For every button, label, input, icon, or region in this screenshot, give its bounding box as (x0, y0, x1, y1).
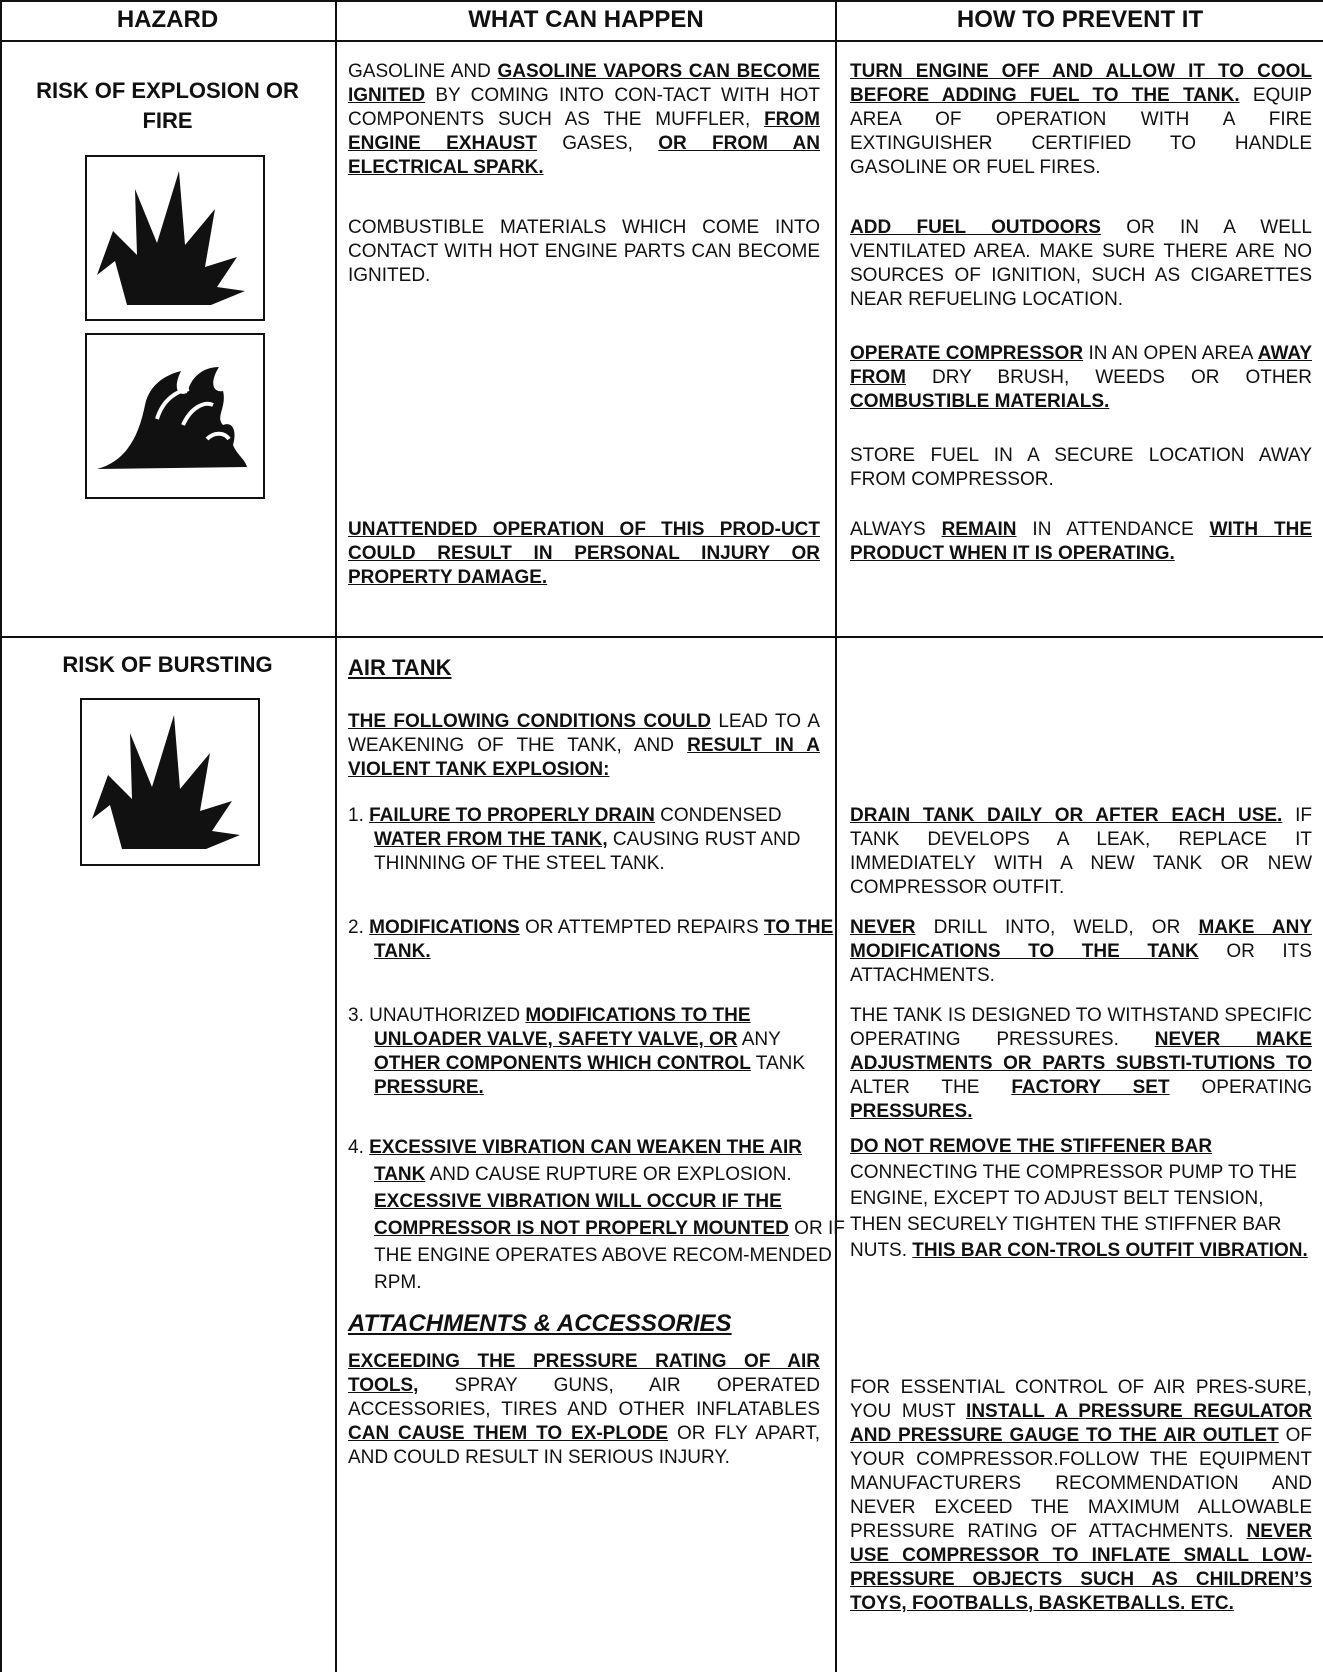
body-text: IF TANK DEVELOPS A LEAK, REPLACE IT IMMEDIATELY WITH A NEW TANK OR NEW COMPRESSOR OUTFIT. (850, 805, 1312, 898)
explosion-icon (85, 155, 265, 321)
emphasis-text: CAN CAUSE THEM TO EX-PLODE (348, 1423, 669, 1444)
emphasis-text: NEVER MAKE ADJUSTMENTS OR PARTS SUBSTI-TUTIONS TO (850, 1029, 1312, 1074)
emphasis-text: DO NOT REMOVE THE STIFFENER BAR (850, 1136, 1213, 1157)
row2-what-attachments (348, 1350, 820, 1470)
header-how-to-prevent: HOW TO PREVENT IT (956, 6, 1204, 33)
body-text: SPRAY GUNS, AIR OPERATED ACCESSORIES, TIRES AND OTHER INFLATABLES (348, 1375, 820, 1420)
body-text: EQUIP AREA OF OPERATION WITH A FIRE EXTINGUISHER CERTIFIED TO HANDLE GASOLINE OR FUEL FIRES. (850, 85, 1313, 178)
row-divider (0, 636, 1323, 638)
hazard-title-explosion-fire: RISK OF EXPLOSION OR FIRE (36, 78, 299, 133)
emphasis-text: MAKE ANY MODIFICATIONS TO THE TANK (850, 917, 1312, 962)
row1-what-1 (348, 60, 820, 180)
body-text: STORE FUEL IN A SECURE LOCATION AWAY FROM COMPRESSOR. (850, 445, 1312, 490)
emphasis-text: EXCESSIVE VIBRATION CAN WEAKEN THE AIR TANK (369, 1137, 802, 1185)
body-text: OR IN A WELL VENTILATED AREA. MAKE SURE THERE ARE NO SOURCES OF IGNITION, SUCH AS CIGARETTES NEAR REFUELING LOCATION. (850, 217, 1313, 310)
header-what-can-happen: WHAT CAN HAPPEN (468, 6, 704, 33)
emphasis-text: NEVER (850, 917, 916, 938)
body-text: 2. (348, 917, 370, 938)
row2-prevent-3 (850, 1004, 1312, 1124)
explosion-icon (80, 698, 260, 866)
row2-item-4 (348, 1134, 846, 1296)
row1-prevent-4 (850, 444, 1312, 492)
body-text: ANY (737, 1029, 781, 1050)
body-text: BY COMING INTO CON-TACT WITH HOT COMPONENTS SUCH AS THE MUFFLER, (348, 85, 820, 130)
body-text: ALWAYS (850, 519, 942, 540)
emphasis-text: MODIFICATIONS TO THE UNLOADER VALVE, SAFETY VALVE, OR (374, 1005, 751, 1050)
emphasis-text: FAILURE TO PROPERLY DRAIN (369, 805, 655, 826)
section-title-attachments: ATTACHMENTS & ACCESSORIES (348, 1310, 732, 1337)
body-text: DRILL INTO, WELD, OR (915, 917, 1199, 938)
emphasis-text: TURN ENGINE OFF AND ALLOW IT TO COOL BEFORE ADDING FUEL TO THE TANK. (850, 61, 1312, 106)
emphasis-text: THIS BAR CON-TROLS OUTFIT VIBRATION. (912, 1240, 1308, 1261)
row1-prevent-5 (850, 518, 1312, 566)
emphasis-text: GASOLINE VAPORS CAN BECOME IGNITED (348, 61, 820, 106)
section-title-air-tank: AIR TANK (348, 655, 452, 680)
body-text: FOR ESSENTIAL CONTROL OF AIR PRES-SURE, YOU MUST (850, 1377, 1312, 1422)
body-text: IN AN OPEN AREA (1083, 343, 1258, 364)
body-text: CONDENSED (654, 805, 782, 826)
body-text: THE TANK IS DESIGNED TO WITHSTAND SPECIFIC OPERATING PRESSURES. (850, 1005, 1312, 1050)
emphasis-text: PRESSURES. (850, 1101, 973, 1122)
body-text: DRY BRUSH, WEEDS OR OTHER (905, 367, 1312, 388)
emphasis-text: OTHER COMPONENTS WHICH CONTROL (374, 1053, 751, 1074)
emphasis-text: REMAIN (941, 519, 1017, 540)
row1-prevent-3 (850, 342, 1312, 414)
emphasis-text: WITH THE PRODUCT WHEN IT IS OPERATING. (850, 519, 1312, 564)
fire-icon (85, 333, 265, 499)
body-text: COMBUSTIBLE MATERIALS WHICH COME INTO CONTACT WITH HOT ENGINE PARTS CAN BECOME IGNITED. (348, 217, 820, 286)
body-text: OPERATING (1169, 1077, 1313, 1098)
emphasis-text: OR FROM AN ELECTRICAL SPARK. (348, 133, 820, 178)
body-text: 3. UNAUTHORIZED (348, 1005, 526, 1026)
row2-prevent-1 (850, 804, 1312, 900)
row2-item-3 (348, 1004, 846, 1100)
row2-item-1 (348, 804, 846, 876)
column-divider-1 (335, 0, 337, 1672)
body-text: 4. (348, 1137, 370, 1158)
emphasis-text: FROM ENGINE EXHAUST (348, 109, 820, 154)
row1-what-3 (348, 518, 820, 590)
body-text: TANK (750, 1053, 806, 1074)
body-text: CONNECTING THE COMPRESSOR PUMP TO THE ENGINE, EXCEPT TO ADJUST BELT TENSION, THEN SECURELY TIGHTEN THE STIFFNER BAR NUTS. (850, 1162, 1297, 1261)
row2-prevent-4 (850, 1134, 1312, 1264)
row1-what-2 (348, 216, 820, 288)
hazard-title-bursting: RISK OF BURSTING (62, 652, 273, 677)
body-text: OR FLY APART, AND COULD RESULT IN SERIOUS INJURY. (348, 1423, 820, 1468)
emphasis-text: EXCESSIVE VIBRATION WILL OCCUR IF THE COMPRESSOR IS NOT PROPERLY MOUNTED (374, 1191, 789, 1239)
body-text: CAUSING RUST AND THINNING OF THE STEEL TANK. (374, 829, 801, 874)
emphasis-text: RESULT IN A VIOLENT TANK EXPLOSION: (348, 735, 821, 780)
table-border-left (0, 0, 2, 1672)
row2-intro (348, 710, 820, 782)
emphasis-text: EXCEEDING THE PRESSURE RATING OF AIR TOOLS, (348, 1351, 820, 1396)
body-text: OR ATTEMPTED REPAIRS (519, 917, 764, 938)
row1-prevent-1 (850, 60, 1312, 180)
emphasis-text: INSTALL A PRESSURE REGULATOR AND PRESSURE GAUGE TO THE AIR OUTLET (850, 1401, 1312, 1446)
body-text: ALTER THE (850, 1077, 1012, 1098)
emphasis-text: PRESSURE. (374, 1077, 484, 1098)
row1-prevent-2 (850, 216, 1312, 312)
emphasis-text: DRAIN TANK DAILY OR AFTER EACH USE. (850, 805, 1283, 826)
emphasis-text: COMBUSTIBLE MATERIALS. (850, 391, 1110, 412)
emphasis-text: WATER FROM THE TANK, (374, 829, 608, 850)
emphasis-text: THE FOLLOWING CONDITIONS COULD (348, 711, 711, 732)
emphasis-text: NEVER USE COMPRESSOR TO INFLATE SMALL LOW-PRESSURE OBJECTS SUCH AS CHILDREN’S TOYS, FOOTBALLS, BASKETBALLS. ETC. (850, 1521, 1312, 1614)
body-text: GASES, (536, 133, 659, 154)
header-hazard: HAZARD (116, 6, 219, 33)
body-text: LEAD TO A WEAKENING OF THE TANK, AND (348, 711, 820, 756)
emphasis-text: TO THE TANK. (374, 917, 834, 962)
body-text: OR ITS ATTACHMENTS. (850, 941, 1312, 986)
emphasis-text: FACTORY SET (1011, 1077, 1170, 1098)
emphasis-text: UNATTENDED OPERATION OF THIS PROD-UCT COULD RESULT IN PERSONAL INJURY OR PROPERTY DAMAGE. (348, 519, 820, 588)
row2-prevent-2 (850, 916, 1312, 988)
emphasis-text: ADD FUEL OUTDOORS (850, 217, 1101, 238)
body-text: OR IF THE ENGINE OPERATES ABOVE RECOM-MENDED RPM. (374, 1218, 845, 1293)
body-text: IN ATTENDANCE (1016, 519, 1210, 540)
body-text: GASOLINE AND (348, 61, 498, 82)
row2-prevent-attachments (850, 1376, 1312, 1616)
body-text: AND CAUSE RUPTURE OR EXPLOSION. (425, 1164, 792, 1185)
emphasis-text: AWAY FROM (850, 343, 1312, 388)
emphasis-text: OPERATE COMPRESSOR (850, 343, 1084, 364)
body-text: OF YOUR COMPRESSOR.FOLLOW THE EQUIPMENT MANUFACTURERS RECOMMENDATION AND NEVER EXCEED THE MAXIMUM ALLOWABLE PRESSURE RATING OF ATTACHMENTS. (850, 1425, 1312, 1542)
header-divider (0, 40, 1323, 42)
body-text: 1. (348, 805, 370, 826)
row2-item-2 (348, 916, 846, 964)
emphasis-text: MODIFICATIONS (369, 917, 520, 938)
